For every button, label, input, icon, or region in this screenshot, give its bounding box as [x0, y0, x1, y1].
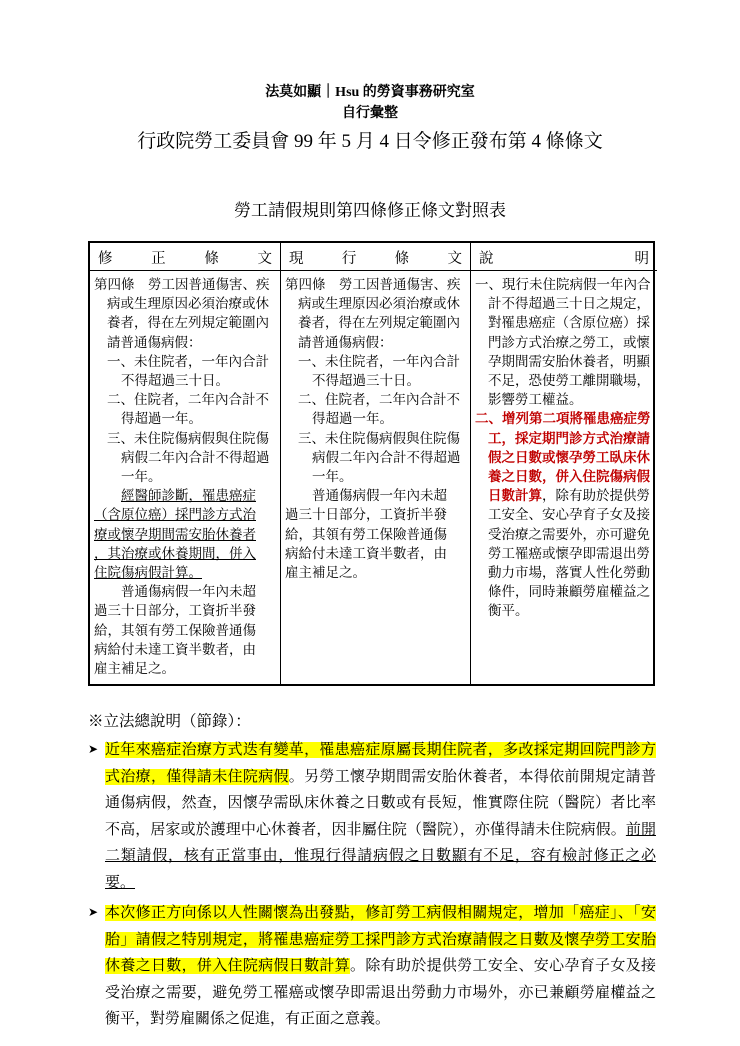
- table-line: 雇主補足之。: [94, 661, 175, 677]
- bullet-text: 本次修正方向係以人性關懷為出發點，修訂勞工病假相關規定，增加「癌症」、「安胎」請假之特別規定，將罹患癌症勞工採門診方式治療請假之日數及懷孕勞工安胎休養之日數，併入住院病假日數計算。除有助於提供勞工安全、安心孕育子女及接受治療之需要，避免勞工罹癌或懷孕即需退出勞動力市場外，亦已兼顧勞雇權益之衡平，對勞雇關係之促進，有正面之意義。: [105, 905, 656, 1028]
- table-line: 病給付未達工資半數者，由: [94, 641, 256, 657]
- table-line: 受治療之需要外，亦可避免: [488, 526, 650, 542]
- table-line: 門診方式治療之勞工，或懷: [488, 334, 650, 350]
- table-line: 第四條 勞工因普通傷害、疾: [285, 277, 461, 292]
- table-line: 二、住院者，二年內合計不: [107, 392, 269, 408]
- table-line: 工安全、安心孕育子女及接: [488, 507, 650, 523]
- amended-column-body: [90, 271, 280, 684]
- table-line: 假之日數或懷孕勞工臥床休: [488, 449, 650, 465]
- table-line: 請普通傷病假：: [298, 334, 393, 350]
- table-line: 二、增列第二項將罹患癌症勞: [475, 411, 651, 427]
- amended-column-header: 修 正 條 文: [90, 243, 280, 271]
- table-line: （含原位癌）採門診方式治: [94, 507, 256, 523]
- legislative-summary-heading: ※立法總說明（節錄）：: [88, 713, 251, 731]
- legislative-summary-section: [88, 711, 656, 1033]
- table-line: 住院傷病假計算。: [94, 565, 202, 581]
- bullet-text: 近年來癌症治療方式迭有變革，罹患癌症原屬長期住院者，多改採定期回院門診方式治療，僅得請未住院病假。另勞工懷孕期間需安胎休養者，本得依前開規定請普通傷病假，然查，因懷孕需臥床休養之日數或有長短，惟實際住院（醫院）者比率不高，居家或於護理中心休養者，因非屬住院（醫院），亦僅得請未住院病假。前開二類請假，核有正當事由，惟現行得請病假之日數顯有不足，容有檢討修正之必要。: [105, 742, 656, 891]
- current-article-column: [280, 243, 470, 684]
- table-line: 一、現行未住院病假一年內合: [475, 277, 651, 292]
- table-line: 養者，得在左列規定範圍內: [298, 315, 460, 331]
- table-line: 日數計算，除有助於提供勞: [488, 488, 650, 504]
- table-line: 一、未住院者，一年內合計: [298, 353, 460, 369]
- comparison-table: [88, 241, 655, 686]
- amended-article-column: [90, 243, 280, 684]
- table-line: 得超過一年。: [312, 411, 393, 427]
- decree-line: 行政院勞工委員會 99 年 5 月 4 日令修正發布第 4 條條文: [137, 131, 603, 152]
- table-line: 不足，恐使勞工離開職場，: [488, 373, 650, 389]
- table-line: 病假二年內合計不得超過: [312, 449, 461, 465]
- table-line: 養者，得在左列規定範圍內: [107, 315, 269, 331]
- table-line: 經醫師診斷，罹患癌症: [121, 488, 256, 504]
- table-line: 三、未住院傷病假與住院傷: [107, 430, 269, 446]
- table-line: 勞工罹癌或懷孕即需退出勞: [488, 545, 650, 561]
- table-line: 普通傷病假一年內未超: [121, 584, 256, 600]
- table-line: 給，其領有勞工保險普通傷: [285, 526, 447, 542]
- legislative-bullet: [88, 900, 656, 1033]
- table-line: 雇主補足之。: [285, 565, 366, 581]
- current-column-header: 現 行 條 文: [281, 243, 470, 271]
- explanation-column-body: [471, 271, 657, 627]
- table-line: 對罹患癌症（含原位癌）採: [488, 315, 650, 331]
- explanation-column-header: 說 明: [471, 243, 657, 271]
- bullet-arrow-icon: ➤: [88, 742, 99, 757]
- table-line: 一、未住院者，一年內合計: [107, 353, 269, 369]
- table-line: 過三十日部分，工資折半發: [94, 603, 256, 619]
- current-column-body: [281, 271, 470, 588]
- table-line: 工，採定期門診方式治療請: [488, 430, 650, 446]
- table-line: 孕期間需安胎休養者，明顯: [488, 353, 650, 369]
- table-line: 病或生理原因必須治療或休: [107, 296, 269, 312]
- table-line: 條件，同時兼顧勞雇權益之: [488, 584, 650, 600]
- table-line: 養之日數，併入住院傷病假: [488, 469, 650, 485]
- table-line: 病假二年內合計不得超過: [121, 449, 270, 465]
- table-line: 得超過一年。: [121, 411, 202, 427]
- table-line: 三、未住院傷病假與住院傷: [298, 430, 460, 446]
- compiled-by-line: 自行彙整: [342, 106, 398, 121]
- table-line: 過三十日部分，工資折半發: [285, 507, 447, 523]
- table-line: 普通傷病假一年內未超: [312, 488, 447, 504]
- table-line: 衡平。: [488, 603, 529, 619]
- table-line: 不得超過三十日。: [121, 373, 229, 389]
- explanation-column: [470, 243, 657, 684]
- table-line: 不得超過三十日。: [312, 373, 420, 389]
- table-line: 病或生理原因必須治療或休: [298, 296, 460, 312]
- table-line: 二、住院者，二年內合計不: [298, 392, 460, 408]
- source-title: 法莫如顯｜Hsu 的勞資事務研究室: [265, 85, 475, 100]
- table-line: 影響勞工權益。: [488, 392, 583, 408]
- table-line: 病給付未達工資半數者，由: [285, 545, 447, 561]
- table-line: ，其治療或休養期間，併入: [94, 545, 256, 561]
- table-line: 請普通傷病假：: [107, 334, 202, 350]
- legislative-bullet: [88, 737, 656, 896]
- table-line: 一年。: [312, 469, 353, 485]
- table-line: 動力市場，落實人性化勞動: [488, 565, 650, 581]
- table-line: 給，其領有勞工保險普通傷: [94, 622, 256, 638]
- table-line: 療或懷孕期間需安胎休養者: [94, 526, 256, 542]
- comparison-table-title: 勞工請假規則第四條修正條文對照表: [234, 201, 506, 220]
- bullet-arrow-icon: ➤: [88, 905, 99, 920]
- table-line: 一年。: [121, 469, 162, 485]
- table-line: 計不得超過三十日之規定，: [488, 296, 650, 312]
- table-line: 第四條 勞工因普通傷害、疾: [94, 277, 270, 292]
